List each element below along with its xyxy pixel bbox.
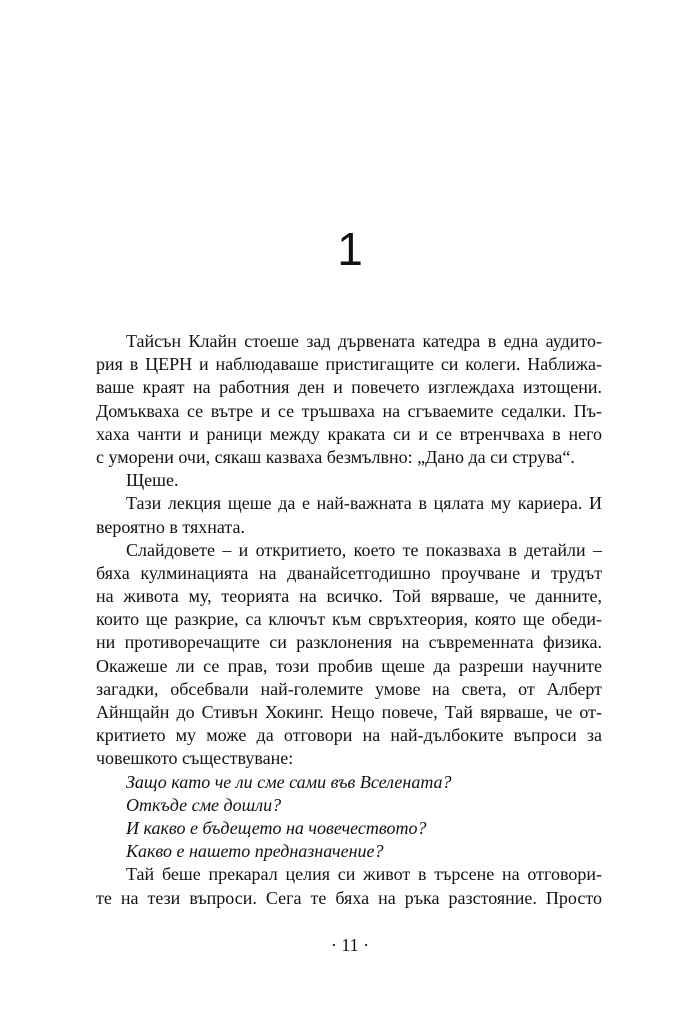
- text-line: Домъкваха се вътре и се тръшваха на сгъваемите седалки. Пъ-: [96, 400, 602, 421]
- text-line: Окажеше ли се прав, този пробив щеше да разреши научните: [96, 655, 602, 676]
- text-line: хаха чанти и раници между краката си и се втренчваха в него: [96, 423, 602, 444]
- text-line: Тайсън Клайн стоеше зад дървената катедра в една аудито-: [126, 331, 602, 351]
- text-line: Тази лекция щеше да е най-важната в цялата му кариера. И: [126, 493, 602, 514]
- text-line: ни противоречащите си разклонения на съвременната физика.: [96, 632, 602, 653]
- text-line: загадки, обсебвали най-големите умове на света, от Алберт: [96, 678, 602, 699]
- italic-question-line: И какво е бъдещето на човечеството?: [126, 817, 427, 838]
- italic-question-line: Какво е нашето предназначение?: [126, 841, 384, 862]
- text-line: Щеше.: [126, 470, 179, 491]
- page-number: · 11 ·: [330, 935, 370, 955]
- text-line: бяха кулминацията на дванайсетгодишно проучване и трудът: [96, 562, 602, 583]
- text-line: рия в ЦЕРН и наблюдаваше пристигащите си колеги. Наближа-: [96, 354, 602, 375]
- text-line: критието му може да отговори на най-дълбоките въпроси за: [96, 725, 602, 746]
- text-line: човешкото съществуване:: [96, 748, 294, 769]
- text-line: които ще разкрие, са ключът към свръхтеория, която ще обеди-: [96, 609, 602, 630]
- text-line: Слайдовете – и откритието, което те показваха в детайли –: [126, 539, 602, 560]
- text-line: с уморени очи, сякаш казваха безмълвно: „Дано да си струва“.: [96, 446, 575, 467]
- text-line: ваше краят на работния ден и повечето изглеждаха изтощени.: [96, 377, 602, 398]
- italic-question-line: Откъде сме дошли?: [126, 794, 282, 815]
- text-line: на живота му, теорията на всичко. Той вярваше, че данните,: [96, 586, 602, 607]
- italic-question-line: Защо като че ли сме сами във Вселената?: [126, 771, 452, 792]
- text-line: те на тези въпроси. Сега те бяха на ръка разстояние. Просто: [96, 887, 602, 908]
- text-line: вероятно в тяхната.: [96, 516, 245, 537]
- chapter-number: 1: [337, 223, 363, 275]
- body-text: [96, 330, 602, 910]
- text-line: Айнщайн до Стивън Хокинг. Нещо повече, Тай вярваше, че от-: [96, 702, 602, 722]
- text-line: Тай беше прекарал целия си живот в търсене на отговори-: [126, 864, 602, 885]
